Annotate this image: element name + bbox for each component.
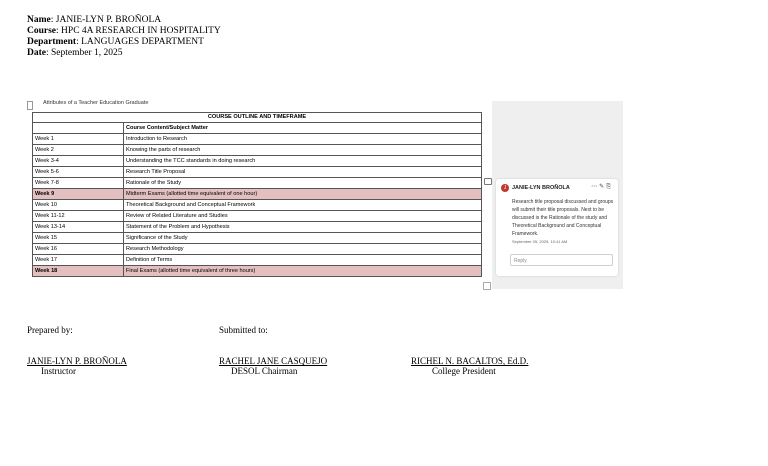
comment-author: JANIE-LYN BROÑOLA (512, 185, 570, 191)
comment-text: Research title proposal discussed and groups will submit their title proposals. Next to be discussed is the Rationale of the study and Theoretical Background and Conceptual Framework. (512, 199, 614, 237)
table-row (33, 145, 482, 156)
content-cell: Understanding the TCC standards in doing research (124, 156, 482, 167)
department-line: Department: LANGUAGES DEPARTMENT (27, 37, 204, 47)
resolve-icon[interactable]: ⎘ (606, 184, 613, 190)
content-cell: Knowing the parts of research (124, 145, 482, 156)
avatar: J (501, 184, 509, 192)
table-title: COURSE OUTLINE AND TIMEFRAME (33, 113, 482, 123)
table-row (33, 266, 482, 277)
page-corner (483, 282, 491, 290)
week-cell: Week 18 (33, 266, 124, 277)
table-row (33, 156, 482, 167)
header-info (27, 15, 221, 59)
submitted-to-label: Submitted to: (219, 325, 268, 335)
content-cell: Review of Related Literature and Studies (124, 211, 482, 222)
comments-panel (492, 101, 623, 289)
subject-header: Course Content/Subject Matter (124, 123, 482, 134)
week-cell: Week 13-14 (33, 222, 124, 233)
course-line: Course: HPC 4A RESEARCH IN HOSPITALITY (27, 26, 221, 36)
table-row (33, 211, 482, 222)
content-cell: Rationale of the Study (124, 178, 482, 189)
name-line: Name: JANIE-LYN P. BROÑOLA (27, 15, 162, 25)
week-cell: Week 3-4 (33, 156, 124, 167)
content-cell: Research Title Proposal (124, 167, 482, 178)
content-cell: Introduction to Research (124, 134, 482, 145)
week-cell: Week 2 (33, 145, 124, 156)
week-cell: Week 10 (33, 200, 124, 211)
comment-icon[interactable] (484, 178, 492, 185)
reply-input[interactable]: Reply (510, 254, 613, 266)
table-row (33, 134, 482, 145)
more-icon[interactable]: ⋯ (591, 184, 600, 190)
comment-actions (591, 183, 613, 191)
table-row (33, 233, 482, 244)
table-row (33, 244, 482, 255)
week-cell: Week 17 (33, 255, 124, 266)
comment-time: September 05, 2025, 10:41 AM (512, 239, 568, 244)
week-cell: Week 7-8 (33, 178, 124, 189)
table-row (33, 255, 482, 266)
date-line: Date: September 1, 2025 (27, 48, 123, 58)
signatory-instructor: JANIE-LYN P. BROÑOLA Instructor (27, 356, 127, 376)
signatory-president: RICHEL N. BACALTOS, Ed.D. College President (411, 356, 529, 376)
content-cell: Midterm Exams (allotted time equivalent of one hour) (124, 189, 482, 200)
table-row (33, 189, 482, 200)
table-row (33, 200, 482, 211)
week-cell: Week 5-6 (33, 167, 124, 178)
week-cell: Week 11-12 (33, 211, 124, 222)
week-cell: Week 9 (33, 189, 124, 200)
cut-heading: Attributes of a Teacher Education Graduate (43, 100, 149, 106)
section-marker-icon (27, 101, 33, 110)
table-row (33, 222, 482, 233)
signatory-chairman: RACHEL JANE CASQUEJO DESOL Chairman (219, 356, 328, 376)
week-cell: Week 15 (33, 233, 124, 244)
course-outline-table (32, 112, 482, 277)
comment-card[interactable] (496, 179, 618, 276)
table-row (33, 167, 482, 178)
prepared-by-label: Prepared by: (27, 325, 73, 335)
content-cell: Significance of the Study (124, 233, 482, 244)
week-cell: Week 1 (33, 134, 124, 145)
content-cell: Statement of the Problem and Hypothesis (124, 222, 482, 233)
week-cell: Week 16 (33, 244, 124, 255)
content-cell: Definition of Terms (124, 255, 482, 266)
edit-icon[interactable]: ✎ (599, 184, 607, 190)
content-cell: Theoretical Background and Conceptual Framework (124, 200, 482, 211)
table-row (33, 178, 482, 189)
content-cell: Final Exams (allotted time equivalent of three hours) (124, 266, 482, 277)
content-cell: Research Methodology (124, 244, 482, 255)
document-screenshot (27, 101, 623, 289)
